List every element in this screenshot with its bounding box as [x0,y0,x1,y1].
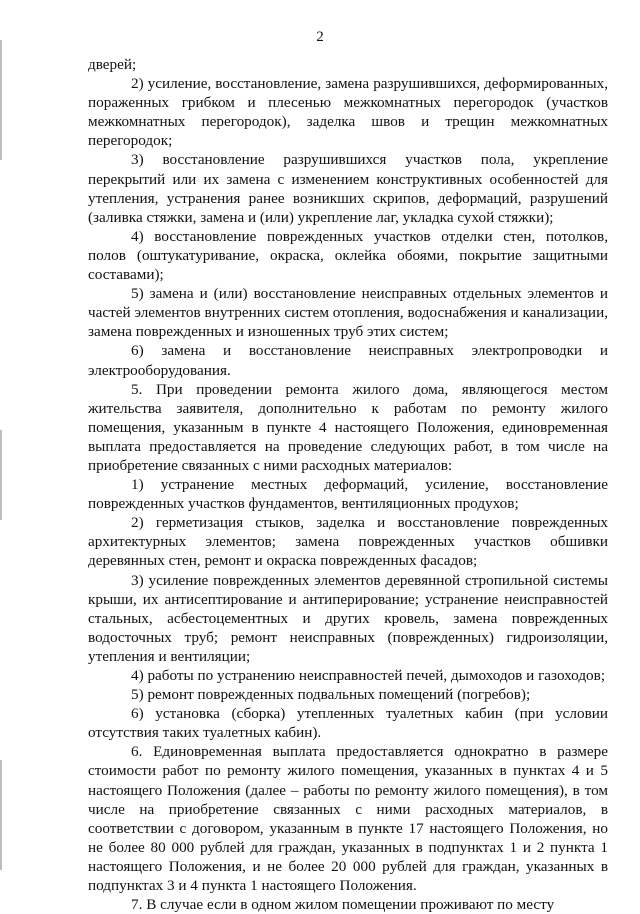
paragraph-item-5-6: 6) установка (сборка) утепленных туалетных кабин (при условии отсутствия таких туалетных кабин). [88,705,608,742]
paragraph-section-5: 5. При проведении ремонта жилого дома, являющегося местом жительства заявителя, дополнительно к работам по ремонту жилого помещения, указанным в пункте 4 настоящего Положения, единовременная выплата предоставляется на проведение следующих работ, в том числе на приобретение связанных с ними расходных материалов: [88,380,608,474]
paragraph-item-5-4: 4) работы по устранению неисправностей печей, дымоходов и газоходов; [131,667,606,684]
paragraph-item-4-3: 3) восстановление разрушившихся участков пола, укрепление перекрытий или их замена с изменением конструктивных особенностей для утепления, устранения ранее возникших скрипов, деформаций, разрушений (заливка стяжки, замена и (или) укрепление лаг, укладка сухой стяжки); [88,151,608,226]
paragraph-item-4-6: 6) замена и восстановление неисправных электропроводки и электрооборудования. [88,342,608,379]
scan-edge-mark [0,760,2,870]
paragraph-item-4-5: 5) замена и (или) восстановление неисправных отдельных элементов и частей элементов внутренних систем отопления, водоснабжения и канализации, замена поврежденных и изношенных труб этих систем; [88,285,608,341]
paragraph-item-4-4: 4) восстановление поврежденных участков отделки стен, потолков, полов (оштукатуривание, окраска, оклейка обоями, покрытие защитными составами); [88,227,608,284]
document-body [88,55,608,914]
page-number: 2 [316,29,324,45]
paragraph-item-4-2: 2) усиление, восстановление, замена разрушившихся, деформированных, пораженных грибком и плесенью межкомнатных перегородок (участков межкомнатных перегородок), заделка швов и трещин межкомнатных перегородок; [88,75,608,150]
paragraph-section-7: 7. В случае если в одном жилом помещении проживают по месту [131,896,555,914]
paragraph-item-5-2: 2) герметизация стыков, заделка и восстановление поврежденных архитектурных элементов; замена поврежденных участков обшивки деревянных стен, ремонт и окраска поврежденных фасадов; [88,514,608,570]
paragraph-item-5-1: 1) устранение местных деформаций, усиление, восстановление поврежденных участков фундаментов, вентиляционных продухов; [88,476,608,513]
paragraph-item-5-5: 5) ремонт поврежденных подвальных помещений (погребов); [131,686,531,704]
scan-edge-mark [0,430,2,520]
paragraph-section-6: 6. Единовременная выплата предоставляется однократно в размере стоимости работ по ремонту жилого помещения, указанных в пунктах 4 и 5 настоящего Положения (далее – работы по ремонту жилого помещения), в том числе на приобретение связанных с ними расходных материалов, в соответствии с договором, указанным в пункте 17 настоящего Положения, но не более 80 000 рублей для граждан, указанных в подпунктах 1 и 2 пункта 1 настоящего Положения, и не более 20 000 рублей для граждан, указанных в подпунктах 3 и 4 пункта 1 настоящего Положения. [88,743,608,895]
scan-edge-mark [0,40,2,160]
paragraph-item-5-3: 3) усиление поврежденных элементов деревянной стропильной системы крыши, их антисептирование и антиперирование; устранение неисправностей стальных, асбестоцементных и других кровель, замена поврежденных водосточных труб; ремонт неисправных (поврежденных) гидроизоляции, утепления и вентиляции; [88,571,608,665]
paragraph-continuation: дверей; [88,56,137,73]
